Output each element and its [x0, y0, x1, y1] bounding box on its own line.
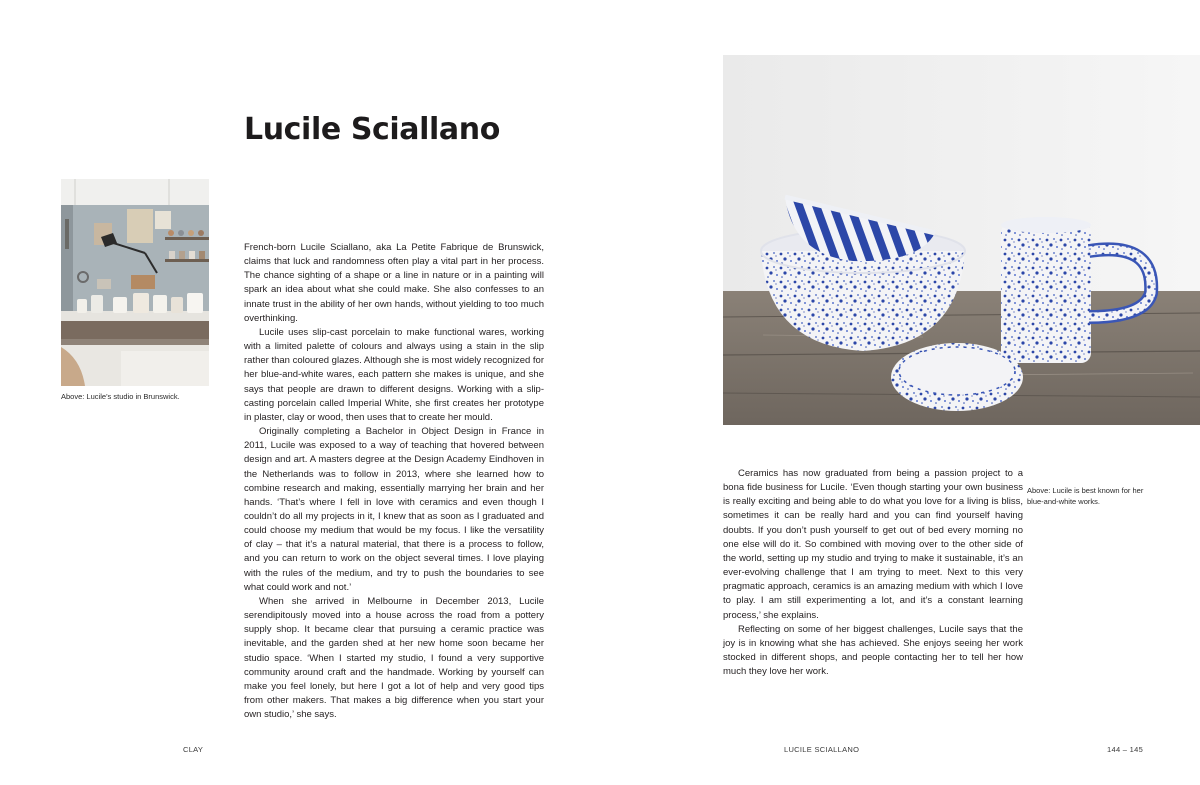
- paragraph: Originally completing a Bachelor in Object Design in France in 2011, Lucile was exposed to a way of teaching that hovered between design and art. A masters degree at the Design Academy Eindhoven in the Netherlands was to follow in 2013, where she learned how to combine research and making, essentially marrying her brain and her hands. ‘That’s where I fell in love with ceramics and even though I couldn’t do all my projects in it, I knew that as soon as I graduated and could choose my medium that would be my focus. I like the versatility of clay – that it’s a natural material, that there is a process to follow, and you can return to work on the object several times. I love playing with the rules of the medium, and try to push the boundaries to see what could work and not.’: [244, 426, 544, 593]
- studio-photo: [61, 179, 209, 386]
- studio-photo-caption: Above: Lucile’s studio in Brunswick.: [61, 392, 180, 401]
- section-label: CLAY: [183, 745, 204, 754]
- paragraph: French-born Lucile Sciallano, aka La Petite Fabrique de Brunswick, claims that luck and randomness often play a vital part in her process. The chance sighting of a shape or a line in nature or in a painting will spark an idea about what she could make. She also confesses to an innate trust in the ability of her own hands, without yielding to too much overthinking.: [244, 242, 544, 324]
- running-head: LUCILE SCIALLANO: [784, 745, 860, 754]
- right-text-column: [723, 467, 1023, 679]
- ceramics-photo-caption: Above: Lucile is best known for her blue-and-white works.: [1027, 486, 1144, 506]
- article-title: Lucile Sciallano: [244, 112, 500, 147]
- paragraph: When she arrived in Melbourne in December 2013, Lucile serendipitously moved into a house across the road from a pottery supply shop. It became clear that pursuing a ceramic practice was inevitable, and the garden shed at her new home soon became her studio space. ‘When I started my studio, I found a very supportive community around craft and the handmade. Working by yourself can make you feel lonely, but here I got a lot of help and very good tips from other makers. That makes a big difference when you start your own studio,’ she says.: [244, 595, 544, 721]
- ceramics-photo: [723, 55, 1200, 425]
- page-numbers: 144 – 145: [1107, 745, 1144, 754]
- left-text-column: [244, 241, 544, 722]
- paragraph: Lucile uses slip-cast porcelain to make functional wares, working with a limited palette of colours and always using a stain in the slip rather than coloured glazes. Although she is most widely recognized for her blue-and-white wares, each pattern she makes is unique, and she says that people are drawn to different designs. Working with a slip-casting porcelain called Imperial White, she first creates her prototype in plaster, clay or wood, then uses that to create her mould.: [244, 326, 544, 423]
- paragraph: Reflecting on some of her biggest challenges, Lucile says that the joy is in knowing what she has achieved. She enjoys seeing her work stocked in different shops, and people contacting her to tell her how much they love her work.: [723, 623, 1023, 678]
- paragraph: Ceramics has now graduated from being a passion project to a bona fide business for Lucile. ‘Even though starting your own business is really exciting and being able to do what you love for a living is bliss, sometimes it can be really hard and you can find yourself having doubts. If you don’t push yourself to get out of bed every morning no one else will do it. So combined with moving over to the other side of the world, setting up my studio and trying to make it sustainable, it’s an ever-evolving challenge that I am trying to meet. Next to this very pragmatic approach, ceramics is an amazing medium with which I love to play. I am still experimenting a lot, and it’s a constant learning process,’ she explains.: [723, 468, 1023, 621]
